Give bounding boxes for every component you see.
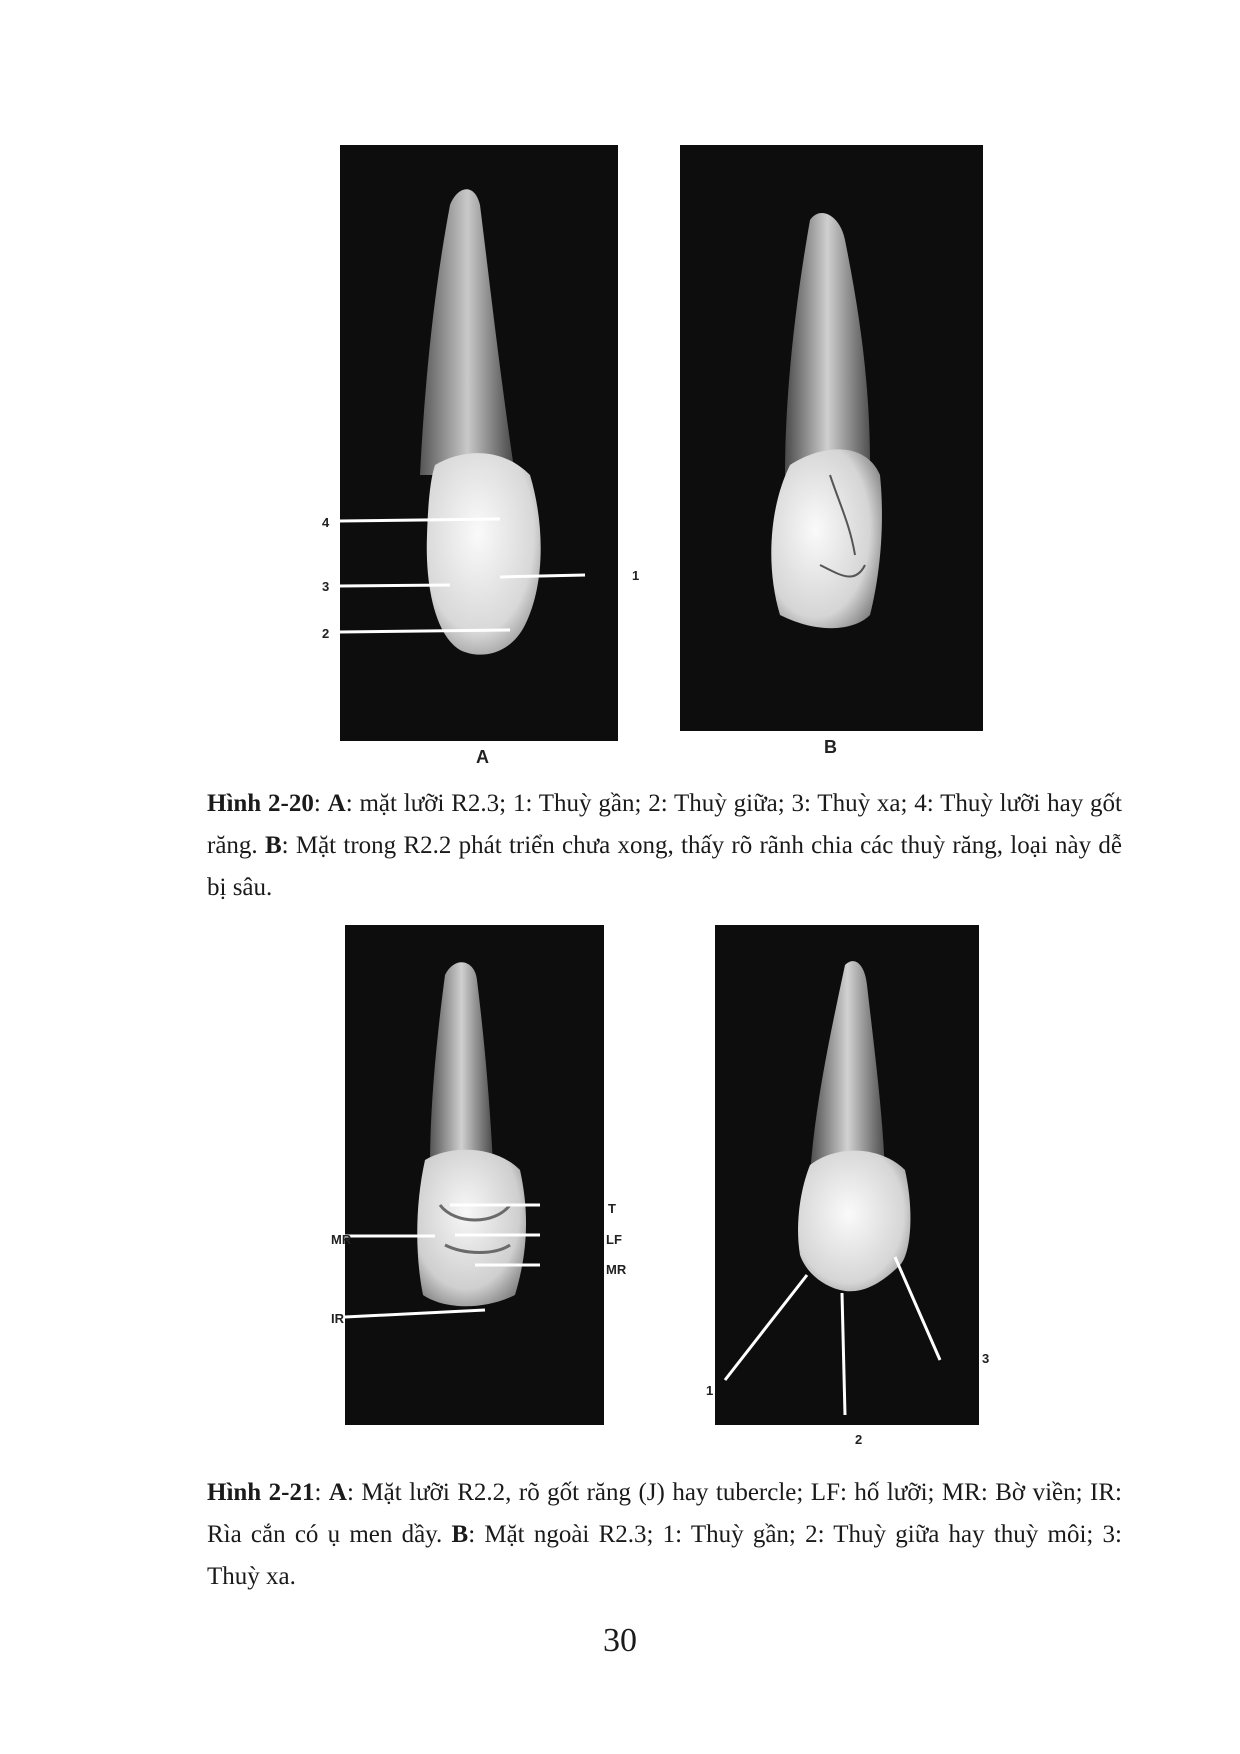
fig20a-label-3: 3 [322,579,330,594]
fig20a-label-4: 4 [322,515,330,530]
fig20a-label-2: 2 [322,626,330,641]
figure-21-caption-b-text: : Mặt ngoài R2.3; 1: Thuỳ gần; 2: Thuỳ giữa hay thuỳ môi; 3: Thuỳ xa. [207,1521,1122,1590]
fig21a-label-t: T [608,1201,616,1216]
figure-20a-leader-lines [300,145,700,741]
figure-21-caption [207,1472,1122,1598]
figure-20-caption-b-key: B [264,832,282,859]
figure-20-photo-a [340,145,618,741]
figure-20-caption [207,783,1122,909]
fig21b-label-3: 3 [982,1351,990,1366]
figure-20-caption-a-key: A [327,790,346,817]
figure-20-caption-b-text: : Mặt trong R2.2 phát triển chưa xong, thấy rõ rãnh chia các thuỳ răng, loại này dễ bị sâu. [207,832,1123,901]
fig20-panel-letter-b: B [824,737,837,757]
figure-21-photo-b [715,925,979,1425]
figure-20-photo-b [680,145,983,731]
tooth-medial-r22-image [680,145,983,731]
figure-20-caption-a-text: : mặt lưỡi R2.3; 1: Thuỳ gần; 2: Thuỳ giữa; 3: Thuỳ xa; 4: Thuỳ lưỡi hay gốt răng. [207,790,1123,859]
page-number: 30 [603,1622,637,1659]
figure-21-caption-label: Hình 2-21 [207,1479,315,1506]
figure-20-caption-label: Hình 2-20 [207,790,314,817]
figure-21-caption-a-key: A [328,1479,347,1506]
fig21b-label-2: 2 [855,1432,863,1447]
figure-21-caption-colon: : [314,1479,329,1506]
fig20a-label-1: 1 [632,568,640,583]
fig21a-label-lf: LF [606,1232,622,1247]
fig21a-label-mr-right: MR [606,1262,627,1277]
figure-21a-leader-lines [315,925,715,1425]
figure-21-photo-a [345,925,604,1425]
figure-21-caption-b-key: B [451,1521,469,1548]
fig21b-label-1: 1 [706,1383,714,1398]
figure-21b-leader-lines [695,925,1095,1425]
fig21a-label-ir: IR [331,1311,344,1326]
figure-21-caption-a-text: : Mặt lưỡi R2.2, rõ gốt răng (J) hay tubercle; LF: hố lưỡi; MR: Bờ viền; IR: Rìa cắn có ụ men dầy. [207,1479,1122,1548]
fig21a-label-mr-left: MR [331,1232,352,1247]
figure-20-caption-colon: : [313,790,328,817]
fig20-panel-letter-a: A [476,747,489,767]
